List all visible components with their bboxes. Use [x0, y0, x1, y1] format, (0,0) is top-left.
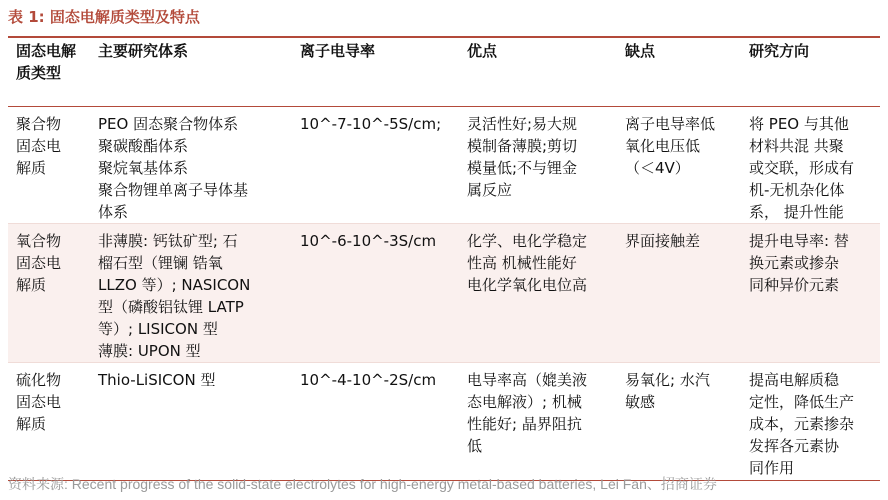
table-cell	[292, 107, 459, 224]
cell-text-line: 聚合物	[16, 115, 62, 133]
table-row	[8, 363, 880, 481]
cell-text-line: 氧化电压低	[625, 137, 701, 155]
cell-text-line: 等）; LISICON 型	[98, 320, 218, 338]
header-text-line: 型	[46, 64, 62, 82]
cell-text-line: （＜4V）	[625, 159, 690, 177]
cell-text-line: 离子电导率低	[625, 115, 716, 133]
cell-text-line: 10^-7-10^-5S/cm;	[300, 115, 442, 133]
cell-text-line: 换元素或掺杂	[749, 254, 840, 272]
table-cell	[741, 107, 880, 224]
table-cell	[8, 363, 90, 481]
table-cell	[90, 224, 292, 363]
cell-text-line: 态电解液）; 机械	[467, 393, 582, 411]
cell-text-line: 解质	[16, 159, 47, 177]
cell-text-line: 解质	[16, 415, 47, 433]
header-text-line: 离子电导率	[300, 42, 376, 60]
table-row	[8, 224, 880, 363]
header-type	[8, 38, 90, 107]
cell-text-line: PEO 固态聚合物体系	[98, 115, 239, 133]
cell-text-line: 薄膜: UPON 型	[98, 342, 201, 360]
cell-text-line: 电化学氧化电位高	[467, 276, 588, 294]
header-text-line: 优点	[467, 42, 498, 60]
cell-text-line: 性能好; 晶界阻抗	[467, 415, 582, 433]
header-direction	[741, 38, 880, 107]
table-cell	[292, 224, 459, 363]
cell-text-line: 敏感	[625, 393, 656, 411]
cell-text-line: 成本，元素掺杂	[749, 415, 855, 433]
table-row	[8, 107, 880, 224]
header-conductivity	[292, 38, 459, 107]
header-advantages	[459, 38, 617, 107]
cell-text-line: 体系	[98, 203, 129, 221]
cell-text-line: 发挥各元素协	[749, 437, 840, 455]
header-text-line: 研究方向	[749, 42, 810, 60]
table-cell	[617, 224, 741, 363]
cell-text-line: 模量低;不与锂金	[467, 159, 578, 177]
table-cell	[8, 107, 90, 224]
table-cell	[90, 107, 292, 224]
header-text-line: 主要研究体系	[98, 42, 189, 60]
cell-text-line: 型（磷酸铝钛锂 LATP	[98, 298, 244, 316]
table-cell	[617, 363, 741, 481]
cell-text-line: LLZO 等）; NASICON	[98, 276, 251, 294]
cell-text-line: 性高 机械性能好	[467, 254, 577, 272]
cell-text-line: 同种异价元素	[749, 276, 840, 294]
cell-text-line: Thio-LiSICON 型	[98, 371, 216, 389]
header-text-line: 固态电	[16, 42, 62, 60]
cell-text-line: 电导率高（媲美液	[467, 371, 588, 389]
cell-text-line: 硫化物	[16, 371, 62, 389]
cell-text-line: 或交联，形成有	[749, 159, 855, 177]
cell-text-line: 定性，降低生产	[749, 393, 855, 411]
header-system	[90, 38, 292, 107]
cell-text-line: 易氧化; 水汽	[625, 371, 710, 389]
cell-text-line: 固态电	[16, 393, 62, 411]
cell-text-line: 化学、电化学稳定	[467, 232, 588, 250]
cell-text-line: 提升电导率: 替	[749, 232, 849, 250]
cell-text-line: 低	[467, 437, 483, 455]
table-cell	[459, 224, 617, 363]
cell-text-line: 材料共混 共聚	[749, 137, 844, 155]
cell-text-line: 机-无机杂化体	[749, 181, 845, 199]
cell-text-line: 界面接触差	[625, 232, 701, 250]
header-text-line: 解质类	[16, 42, 77, 82]
electrolyte-table	[8, 38, 880, 481]
table-caption: 表 1: 固态电解质类型及特点	[8, 8, 200, 26]
table-cell	[741, 224, 880, 363]
cell-text-line: 聚合物锂单离子导体基	[98, 181, 249, 199]
cell-text-line: 将 PEO 与其他	[749, 115, 849, 133]
table-cell	[8, 224, 90, 363]
cell-text-line: 固态电	[16, 254, 62, 272]
cell-text-line: 属反应	[467, 181, 513, 199]
cell-text-line: 模制备薄膜;剪切	[467, 137, 578, 155]
table-cell	[292, 363, 459, 481]
cell-text-line: 提高电解质稳	[749, 371, 840, 389]
cell-text-line: 10^-4-10^-2S/cm	[300, 371, 437, 389]
cell-text-line: 系， 提升性能	[749, 203, 844, 221]
header-text-line: 缺点	[625, 42, 656, 60]
cell-text-line: 固态电	[16, 137, 62, 155]
cell-text-line: 10^-6-10^-3S/cm	[300, 232, 437, 250]
table-cell	[90, 363, 292, 481]
source-note: 资料来源: Recent progress of the solid-state electrolytes for high-energy metal-based batteries, Lei Fan、招商证券	[8, 476, 717, 492]
table-cell	[617, 107, 741, 224]
table-cell	[459, 363, 617, 481]
header-row	[8, 38, 880, 107]
table-cell	[459, 107, 617, 224]
cell-text-line: 解质	[16, 276, 47, 294]
cell-text-line: 聚烷氧基体系	[98, 159, 189, 177]
cell-text-line: 榴石型（锂镧 锆氧	[98, 254, 223, 272]
cell-text-line: 非薄膜: 钙钛矿型; 石	[98, 232, 238, 250]
cell-text-line: 同作用	[749, 459, 795, 477]
cell-text-line: 聚碳酸酯体系	[98, 137, 189, 155]
table-cell	[741, 363, 880, 481]
cell-text-line: 氧合物	[16, 232, 62, 250]
header-disadvantages	[617, 38, 741, 107]
cell-text-line: 灵活性好;易大规	[467, 115, 578, 133]
